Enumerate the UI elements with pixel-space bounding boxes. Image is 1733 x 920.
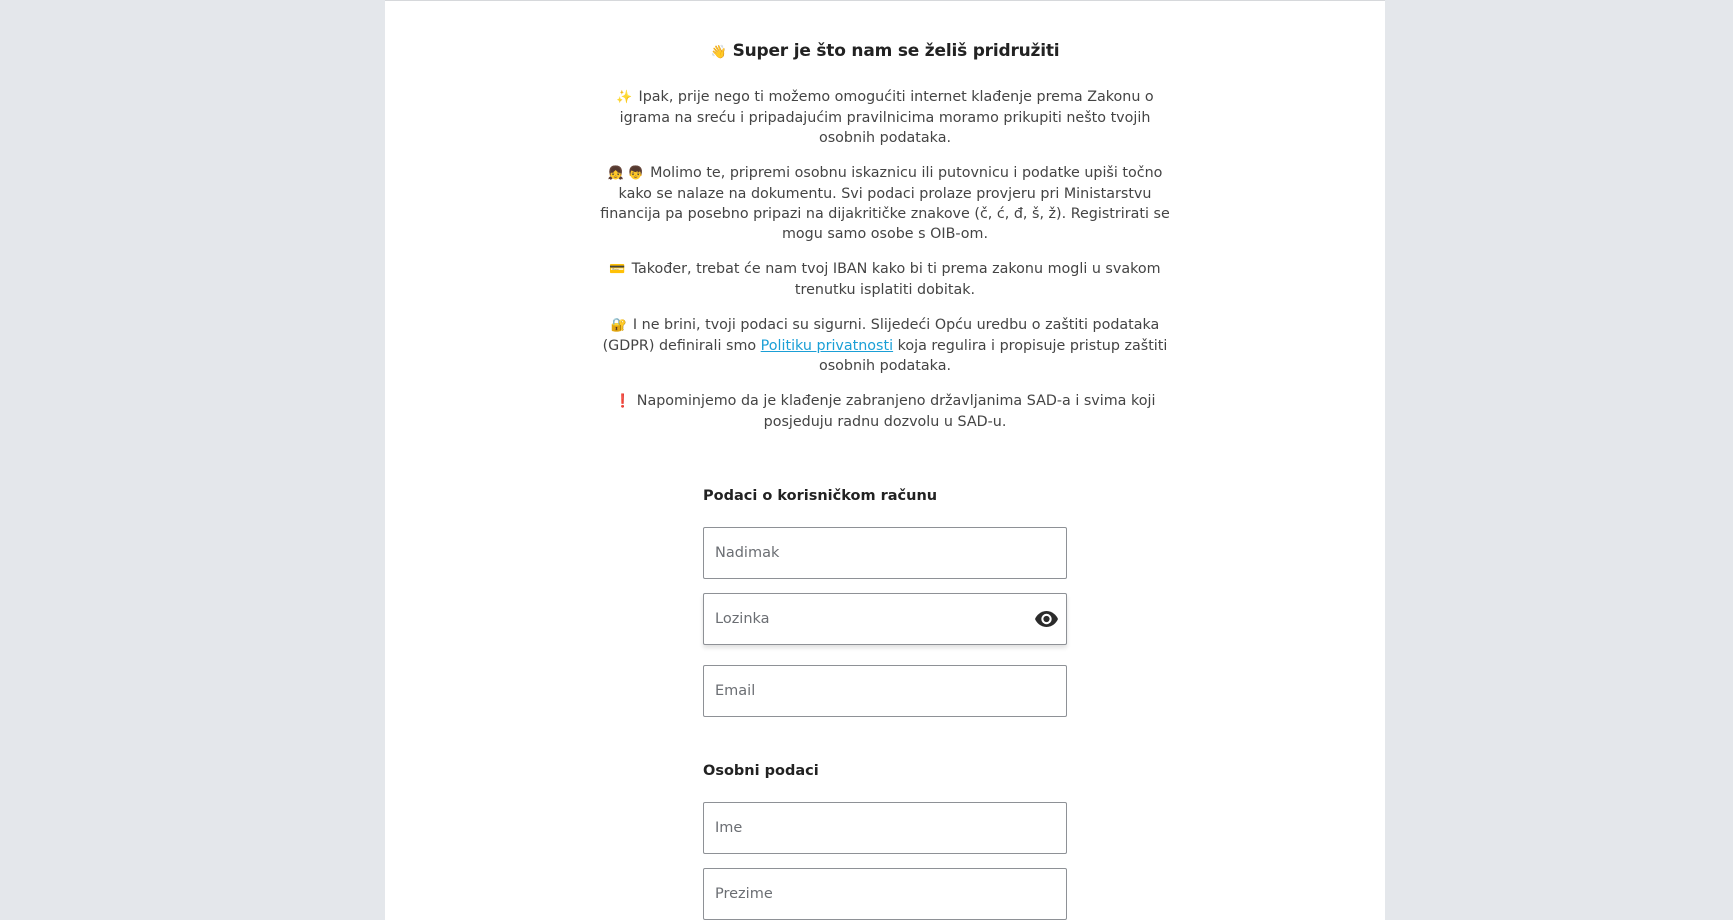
email-input[interactable]: [704, 666, 1066, 716]
first-name-input[interactable]: [704, 803, 1066, 853]
eye-icon[interactable]: [1034, 609, 1059, 629]
intro-text: [590, 87, 1180, 447]
password-field: [703, 593, 1067, 645]
exclamation-icon: ❗: [614, 394, 631, 409]
nickname-input[interactable]: [704, 528, 1066, 578]
password-input[interactable]: [704, 594, 1066, 644]
intro-paragraph-2: [590, 163, 1180, 244]
sparkles-icon: ✨: [616, 90, 633, 105]
intro-paragraph-2-text: Molimo te, pripremi osobnu iskaznicu ili putovnicu i podatke upiši točno kako se nalaze na dokumentu. Svi podaci prolaze provjeru pri Ministarstvu financija pa posebno pripazi na dijakritičke znakove (č, ć, đ, š, ž). Registrirati se mogu samo osobe s OIB-om.: [600, 165, 1170, 242]
intro-paragraph-5-text: Napominjemo da je klađenje zabranjeno državljanima SAD-a i svima koji posjeduju radnu dozvolu u SAD-u.: [636, 393, 1156, 430]
intro-paragraph-1-text: Ipak, prije nego ti možemo omogućiti internet klađenje prema Zakonu o igrama na sreću i pripadajućim pravilnicima moramo prikupiti nešto tvojih osobnih podataka.: [619, 89, 1154, 146]
intro-paragraph-5: [590, 391, 1180, 432]
email-field: [703, 665, 1067, 717]
waving-hand-icon: 👋: [710, 45, 727, 60]
intro-paragraph-4-text: I ne brini, tvoji podaci su sigurni. Slijedeći Opću uredbu o zaštiti podataka (GDPR) definirali smo: [602, 317, 1160, 354]
first-name-field: [703, 802, 1067, 854]
page-title-text: Super je što nam se želiš pridružiti: [732, 41, 1060, 61]
last-name-input[interactable]: [704, 869, 1066, 919]
personal-section-title: Osobni podaci: [703, 763, 819, 779]
intro-paragraph-1: [590, 87, 1180, 148]
page-title: [385, 41, 1385, 61]
people-icon: 👧 👦: [607, 166, 645, 181]
privacy-policy-link[interactable]: Politiku privatnosti: [760, 338, 894, 354]
intro-paragraph-4-text-end: koja regulira i propisuje pristup zaštiti osobnih podataka.: [818, 338, 1168, 374]
credit-card-icon: 💳: [609, 262, 626, 277]
account-section-title: Podaci o korisničkom računu: [703, 488, 938, 504]
intro-paragraph-3: [590, 259, 1180, 300]
lock-icon: 🔐: [610, 318, 627, 333]
last-name-field: [703, 868, 1067, 920]
intro-paragraph-4: [590, 315, 1180, 376]
nickname-field: [703, 527, 1067, 579]
intro-paragraph-3-text: Također, trebat će nam tvoj IBAN kako bi ti prema zakonu mogli u svakom trenutku isplatiti dobitak.: [631, 261, 1161, 298]
registration-panel: [385, 0, 1385, 920]
